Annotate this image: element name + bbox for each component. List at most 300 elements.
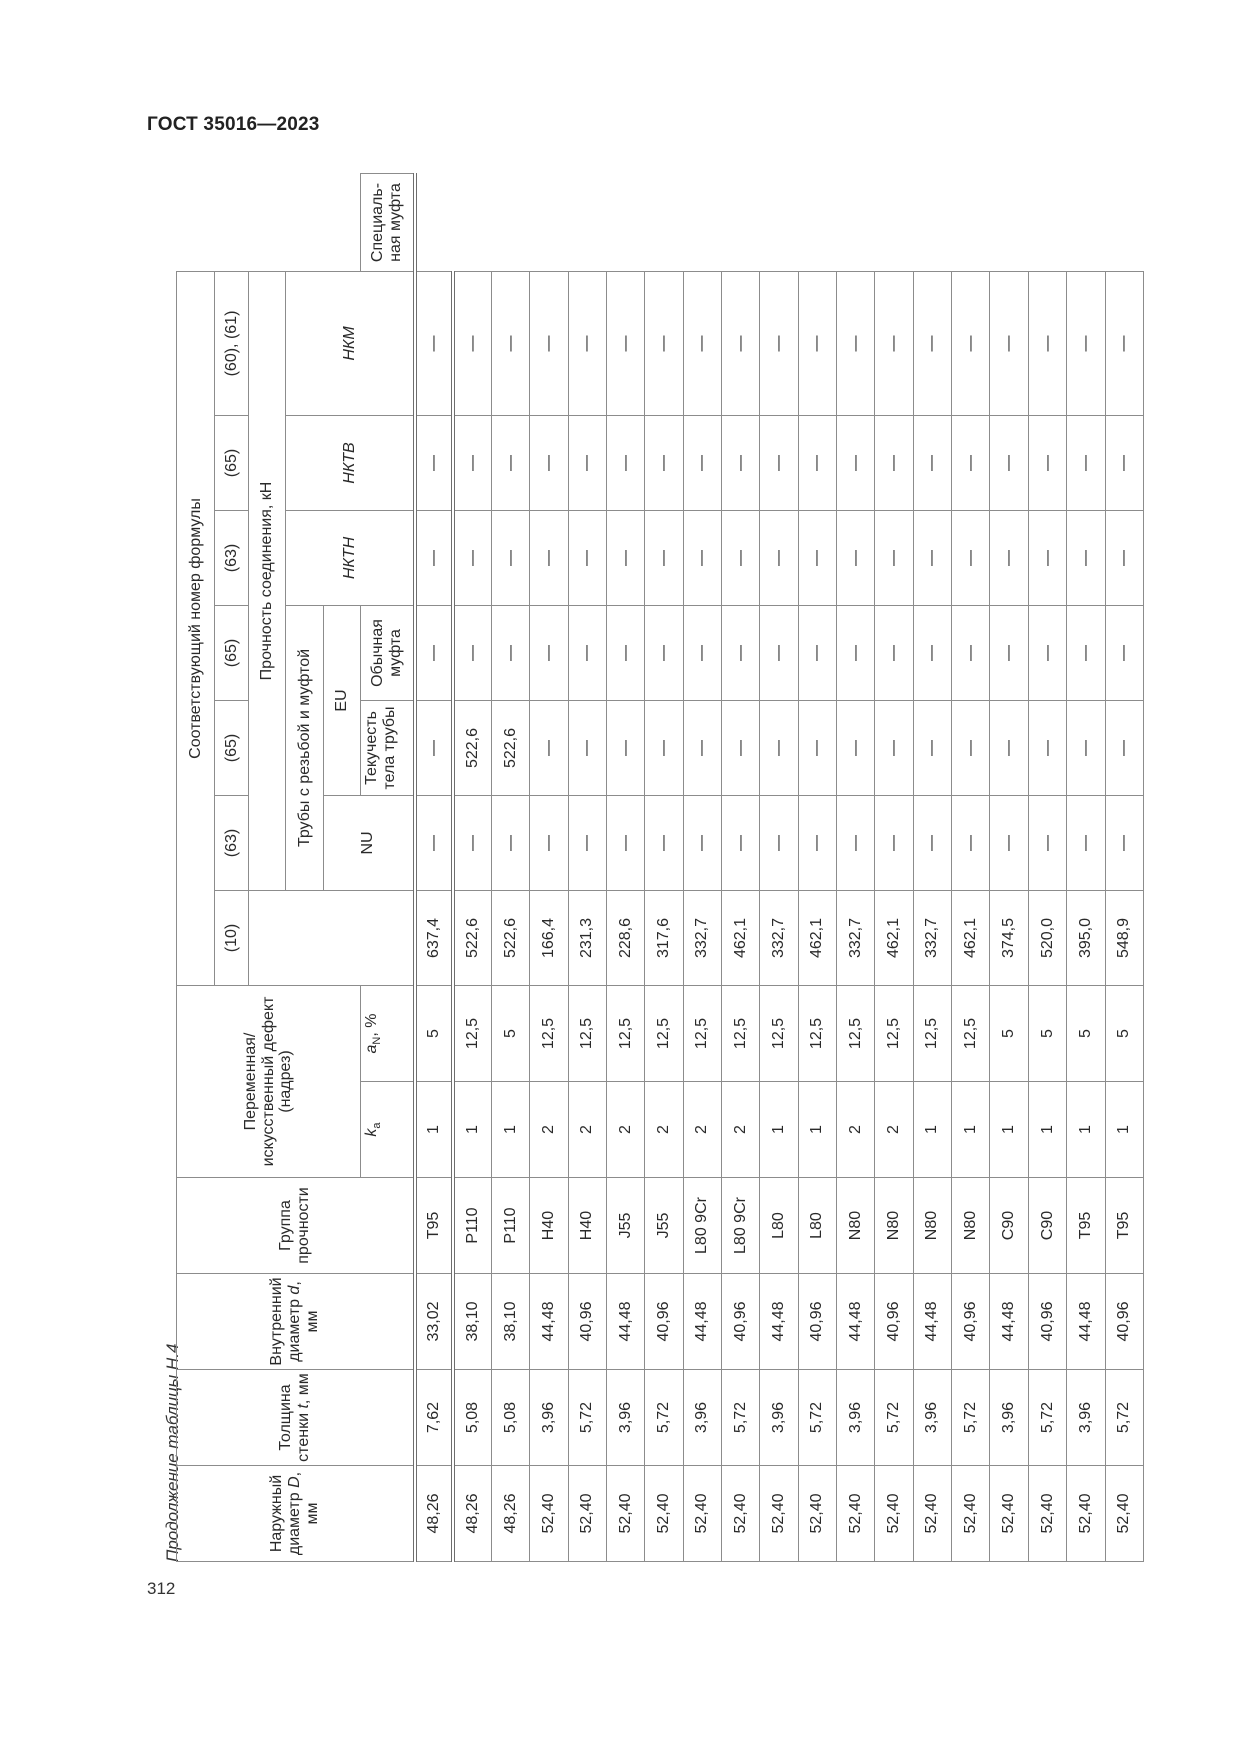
table-row — [837, 174, 875, 1562]
table-cell: N80 — [913, 1178, 951, 1274]
table-cell: 5,72 — [721, 1370, 759, 1466]
table-cell: H40 — [568, 1178, 606, 1274]
table-cell: — — [491, 605, 529, 700]
table-cell: — — [568, 795, 606, 890]
outer-diameter-label: Наружный диаметр D, мм — [267, 1471, 321, 1556]
table-cell: 40,96 — [568, 1274, 606, 1370]
table-cell: 1 — [1067, 1082, 1105, 1178]
hkm-header: НКМ — [286, 271, 415, 415]
table-cell: — — [1067, 271, 1105, 415]
table-cell: 462,1 — [798, 890, 836, 985]
table-cell: 228,6 — [606, 890, 644, 985]
table-cell: — — [837, 795, 875, 890]
strength-header: Прочность соединения, кН — [249, 271, 286, 890]
table-cell: 40,96 — [952, 1274, 990, 1370]
table-row — [875, 174, 913, 1562]
table-cell: — — [645, 795, 683, 890]
table-cell: 12,5 — [606, 985, 644, 1081]
inner-diameter-label: Внутренний диаметр d, мм — [267, 1277, 321, 1366]
table-row — [645, 174, 683, 1562]
table-row — [491, 174, 529, 1562]
table-cell: 40,96 — [721, 1274, 759, 1370]
table-cell: 12,5 — [645, 985, 683, 1081]
table-cell: — — [645, 271, 683, 415]
table-cell: — — [990, 700, 1028, 795]
table-cell: — — [798, 700, 836, 795]
table-cell: 52,40 — [568, 1466, 606, 1562]
table-cell: — — [683, 271, 721, 415]
table-cell: — — [645, 605, 683, 700]
table-cell: T95 — [415, 1178, 453, 1274]
table-cell: — — [1028, 700, 1066, 795]
table-cell: 5,72 — [568, 1370, 606, 1466]
table-cell: — — [837, 510, 875, 605]
table-cell: — — [415, 795, 453, 890]
table-cell: 12,5 — [721, 985, 759, 1081]
table-cell: 52,40 — [1067, 1466, 1105, 1562]
table-cell: — — [491, 510, 529, 605]
table-cell: 1 — [491, 1082, 529, 1178]
special-coupling-header — [360, 174, 414, 272]
table-cell: 52,40 — [606, 1466, 644, 1562]
table-cell: 332,7 — [913, 890, 951, 985]
table-cell: 33,02 — [415, 1274, 453, 1370]
table-cell: 2 — [875, 1082, 913, 1178]
table-cell: 3,96 — [530, 1370, 568, 1466]
table-cell: 1 — [453, 1082, 491, 1178]
table-cell: — — [530, 605, 568, 700]
table-cell: — — [760, 700, 798, 795]
table-cell: 1 — [913, 1082, 951, 1178]
table-cell: 52,40 — [990, 1466, 1028, 1562]
table-cell: — — [530, 795, 568, 890]
table-cell: 52,40 — [875, 1466, 913, 1562]
table-cell: 40,96 — [1028, 1274, 1066, 1370]
table-cell: 5,08 — [453, 1370, 491, 1466]
table-cell: — — [568, 415, 606, 510]
table-cell: — — [1067, 510, 1105, 605]
formula-number: (63) — [215, 510, 249, 605]
table-cell: — — [913, 415, 951, 510]
table-cell: 44,48 — [837, 1274, 875, 1370]
formula-number: (63) — [215, 795, 249, 890]
table-cell: T95 — [1067, 1178, 1105, 1274]
table-cell: — — [645, 415, 683, 510]
table-cell: 44,48 — [683, 1274, 721, 1370]
table-cell: 3,96 — [837, 1370, 875, 1466]
table-cell: 1 — [415, 1082, 453, 1178]
table-cell: N80 — [952, 1178, 990, 1274]
table-cell: — — [990, 415, 1028, 510]
table-row — [721, 174, 759, 1562]
table-cell: 12,5 — [453, 985, 491, 1081]
table-cell: 5 — [1105, 985, 1143, 1081]
table-cell: 2 — [837, 1082, 875, 1178]
table-cell: — — [952, 415, 990, 510]
table-cell: 52,40 — [913, 1466, 951, 1562]
table-cell: — — [1105, 605, 1143, 700]
table-cell: — — [530, 700, 568, 795]
table-cell: — — [837, 605, 875, 700]
table-cell: 166,4 — [530, 890, 568, 985]
table-cell: 5 — [990, 985, 1028, 1081]
table-cell: — — [798, 415, 836, 510]
hktn-header: НКТН — [286, 510, 415, 605]
table-cell: 1 — [760, 1082, 798, 1178]
document-header: ГОСТ 35016—2023 — [147, 114, 320, 135]
table-cell: — — [952, 510, 990, 605]
table-cell: — — [875, 415, 913, 510]
table-cell: 317,6 — [645, 890, 683, 985]
table-cell: — — [415, 700, 453, 795]
table-cell: — — [913, 700, 951, 795]
table-cell: 52,40 — [798, 1466, 836, 1562]
table-cell: 2 — [721, 1082, 759, 1178]
table-cell: — — [453, 510, 491, 605]
table-cell: L80 — [798, 1178, 836, 1274]
table-cell: 5 — [415, 985, 453, 1081]
table-cell: 5 — [491, 985, 529, 1081]
table-cell: 5,72 — [798, 1370, 836, 1466]
table-cell: 3,96 — [913, 1370, 951, 1466]
table-cell: — — [798, 510, 836, 605]
table-cell: — — [1028, 605, 1066, 700]
table-cell: 40,96 — [875, 1274, 913, 1370]
table-row — [1105, 174, 1143, 1562]
wall-thickness-label: Толщина стенки t, мм — [276, 1373, 312, 1462]
table-cell: 12,5 — [683, 985, 721, 1081]
table-cell: 332,7 — [760, 890, 798, 985]
table-cell: 44,48 — [530, 1274, 568, 1370]
table-cell: P110 — [453, 1178, 491, 1274]
table-cell: 1 — [952, 1082, 990, 1178]
table-cell: — — [721, 271, 759, 415]
regular-coupling-header: Обычная муфта — [360, 605, 414, 700]
table-row — [798, 174, 836, 1562]
table-cell: 2 — [530, 1082, 568, 1178]
table-cell: — — [491, 795, 529, 890]
table-cell: — — [913, 605, 951, 700]
table-cell: — — [1105, 795, 1143, 890]
table-row — [453, 174, 491, 1562]
table-cell: 38,10 — [491, 1274, 529, 1370]
table-cell: — — [760, 415, 798, 510]
table-cell: 3,96 — [683, 1370, 721, 1466]
table-cell: — — [1067, 415, 1105, 510]
table-cell: 5,08 — [491, 1370, 529, 1466]
table-cell: — — [606, 510, 644, 605]
hktv-header: НКТВ — [286, 415, 415, 510]
table-cell: — — [606, 271, 644, 415]
col-header-defect: Переменная/ искусственный дефект (надрез) — [177, 985, 361, 1177]
table-cell: 52,40 — [837, 1466, 875, 1562]
table-cell: 395,0 — [1067, 890, 1105, 985]
col-header-wall-thickness — [177, 1370, 415, 1466]
table-cell: — — [683, 510, 721, 605]
table-cell: — — [491, 271, 529, 415]
table-cell: 1 — [1105, 1082, 1143, 1178]
table-row — [913, 174, 951, 1562]
table-cell: — — [415, 271, 453, 415]
table-cell: — — [990, 510, 1028, 605]
table-cell: L80 — [760, 1178, 798, 1274]
table-cell: 1 — [798, 1082, 836, 1178]
table-cell: 522,6 — [453, 700, 491, 795]
table-cell: 2 — [568, 1082, 606, 1178]
table-cell: — — [415, 415, 453, 510]
table-cell: — — [415, 510, 453, 605]
table-cell: — — [875, 605, 913, 700]
table-row — [1028, 174, 1066, 1562]
table-cell: — — [837, 271, 875, 415]
table-cell: 2 — [683, 1082, 721, 1178]
table-cell: — — [1105, 700, 1143, 795]
table-cell: — — [568, 510, 606, 605]
table-cell: — — [798, 271, 836, 415]
table-row — [530, 174, 568, 1562]
formula-number-header: Соответствующий номер формулы — [177, 271, 215, 985]
table-row — [760, 174, 798, 1562]
table-cell: — — [760, 605, 798, 700]
table-cell: — — [798, 795, 836, 890]
table-cell: — — [990, 271, 1028, 415]
table-row — [1067, 174, 1105, 1562]
data-table — [176, 173, 1144, 1562]
table-cell: 5,72 — [952, 1370, 990, 1466]
table-cell: 462,1 — [952, 890, 990, 985]
table-cell: — — [453, 795, 491, 890]
table-cell: 5 — [1028, 985, 1066, 1081]
table-cell: 52,40 — [683, 1466, 721, 1562]
table-cell: — — [760, 271, 798, 415]
table-cell: — — [760, 510, 798, 605]
table-cell: 231,3 — [568, 890, 606, 985]
table-cell: — — [453, 415, 491, 510]
table-cell: — — [453, 271, 491, 415]
table-cell: — — [913, 510, 951, 605]
table-cell: 52,40 — [952, 1466, 990, 1562]
header-row-1 — [177, 174, 215, 1562]
table-cell: 44,48 — [990, 1274, 1028, 1370]
table-cell: — — [1105, 415, 1143, 510]
table-cell: — — [453, 605, 491, 700]
table-cell: 12,5 — [913, 985, 951, 1081]
table-cell: 520,0 — [1028, 890, 1066, 985]
body-yield-header: Текучесть тела трубы — [360, 700, 414, 795]
table-cell: H40 — [530, 1178, 568, 1274]
table-cell: 52,40 — [1105, 1466, 1143, 1562]
col-header-strength-group: Группа прочности — [177, 1178, 415, 1274]
table-cell: 48,26 — [415, 1466, 453, 1562]
table-cell: — — [952, 700, 990, 795]
table-cell: — — [721, 510, 759, 605]
table-row — [568, 174, 606, 1562]
table-cell: 3,96 — [606, 1370, 644, 1466]
table-cell: 2 — [606, 1082, 644, 1178]
table-cell: L80 9Cr — [721, 1178, 759, 1274]
table-cell: — — [1105, 271, 1143, 415]
table-cell: 3,96 — [990, 1370, 1028, 1466]
table-cell: C90 — [1028, 1178, 1066, 1274]
table-cell: 522,6 — [491, 890, 529, 985]
table-cell: — — [721, 700, 759, 795]
table-cell: N80 — [837, 1178, 875, 1274]
special-coupling-label: Специаль- ная муфта — [368, 182, 404, 263]
table-cell: — — [875, 271, 913, 415]
table-caption: Продолжение таблицы Н.4 — [163, 1343, 182, 1562]
table-cell: 12,5 — [568, 985, 606, 1081]
table-cell: — — [1028, 510, 1066, 605]
table-cell: T95 — [1105, 1178, 1143, 1274]
table-cell: 522,6 — [453, 890, 491, 985]
formula-number: (65) — [215, 605, 249, 700]
table-cell: — — [568, 271, 606, 415]
col-header-ka: $k_a$ — [360, 1082, 414, 1178]
table-cell: — — [1105, 510, 1143, 605]
table-cell: — — [606, 795, 644, 890]
table-cell: P110 — [491, 1178, 529, 1274]
table-cell: — — [1067, 605, 1105, 700]
table-cell: — — [568, 700, 606, 795]
table-cell: — — [952, 795, 990, 890]
table-cell: C90 — [990, 1178, 1028, 1274]
table-cell: 5,72 — [645, 1370, 683, 1466]
empty-cell — [249, 890, 415, 985]
table-cell: 5 — [1067, 985, 1105, 1081]
table-cell: 40,96 — [645, 1274, 683, 1370]
table-cell: 462,1 — [875, 890, 913, 985]
table-cell: 44,48 — [1067, 1274, 1105, 1370]
table-cell: — — [568, 605, 606, 700]
formula-number: (65) — [215, 700, 249, 795]
table-cell: — — [491, 415, 529, 510]
table-row — [683, 174, 721, 1562]
table-cell: 1 — [990, 1082, 1028, 1178]
col-header-outer-diameter — [177, 1466, 415, 1562]
table-cell: 38,10 — [453, 1274, 491, 1370]
table-cell: 48,26 — [453, 1466, 491, 1562]
table-cell: — — [683, 700, 721, 795]
table-cell: 1 — [1028, 1082, 1066, 1178]
table-cell: — — [683, 605, 721, 700]
table-row — [990, 174, 1028, 1562]
table-cell: — — [721, 605, 759, 700]
table-cell: — — [837, 415, 875, 510]
table-cell: — — [606, 605, 644, 700]
table-row — [952, 174, 990, 1562]
table-cell: 12,5 — [530, 985, 568, 1081]
table-cell: 52,40 — [645, 1466, 683, 1562]
table-cell: 12,5 — [760, 985, 798, 1081]
table-cell: — — [913, 271, 951, 415]
table-cell: N80 — [875, 1178, 913, 1274]
table-cell: 52,40 — [760, 1466, 798, 1562]
table-cell: — — [798, 605, 836, 700]
table-cell: 12,5 — [875, 985, 913, 1081]
table-cell: — — [1028, 795, 1066, 890]
table-cell: 40,96 — [798, 1274, 836, 1370]
table-cell: 44,48 — [913, 1274, 951, 1370]
table-cell: 52,40 — [530, 1466, 568, 1562]
table-cell: — — [952, 271, 990, 415]
table-cell: — — [606, 700, 644, 795]
table-cell: 5,72 — [875, 1370, 913, 1466]
table-cell: — — [645, 510, 683, 605]
table-cell: — — [990, 795, 1028, 890]
table-cell: — — [760, 795, 798, 890]
table-cell: — — [530, 415, 568, 510]
table-cell: 44,48 — [606, 1274, 644, 1370]
table-cell: — — [913, 795, 951, 890]
table-cell: 52,40 — [1028, 1466, 1066, 1562]
rotated-table-wrapper — [176, 173, 1144, 1562]
table-row — [415, 174, 453, 1562]
table-cell: — — [530, 510, 568, 605]
table-cell: — — [721, 415, 759, 510]
table-cell: 332,7 — [837, 890, 875, 985]
table-cell: 44,48 — [760, 1274, 798, 1370]
table-cell: L80 9Cr — [683, 1178, 721, 1274]
table-cell: — — [530, 271, 568, 415]
nu-header: NU — [323, 795, 414, 890]
table-cell: — — [875, 510, 913, 605]
table-cell: 3,96 — [760, 1370, 798, 1466]
table-cell: — — [683, 795, 721, 890]
table-cell: J55 — [645, 1178, 683, 1274]
threaded-coupled-header: Трубы с резьбой и муфтой — [286, 605, 323, 890]
formula-number: (65) — [215, 415, 249, 510]
table-cell: — — [645, 700, 683, 795]
table-cell: — — [415, 605, 453, 700]
table-cell: 3,96 — [1067, 1370, 1105, 1466]
table-row — [606, 174, 644, 1562]
table-cell: 48,26 — [491, 1466, 529, 1562]
table-cell: — — [1028, 271, 1066, 415]
table-cell: 7,62 — [415, 1370, 453, 1466]
col-header-inner-diameter — [177, 1274, 415, 1370]
table-cell: 522,6 — [491, 700, 529, 795]
table-cell: 52,40 — [721, 1466, 759, 1562]
table-cell: 12,5 — [837, 985, 875, 1081]
table-cell: — — [606, 415, 644, 510]
table-cell: — — [837, 700, 875, 795]
table-cell: 40,96 — [1105, 1274, 1143, 1370]
table-cell: — — [875, 700, 913, 795]
table-cell: J55 — [606, 1178, 644, 1274]
table-cell: 12,5 — [952, 985, 990, 1081]
table-cell: 2 — [645, 1082, 683, 1178]
table-cell: — — [875, 795, 913, 890]
table-cell: 548,9 — [1105, 890, 1143, 985]
col-header-an: $a_N$, % — [360, 985, 414, 1081]
table-cell: 5,72 — [1105, 1370, 1143, 1466]
formula-number: (60), (61) — [215, 271, 249, 415]
table-cell: 374,5 — [990, 890, 1028, 985]
table-cell: 12,5 — [798, 985, 836, 1081]
formula-number: (10) — [215, 890, 249, 985]
table-cell: 5,72 — [1028, 1370, 1066, 1466]
table-cell: — — [1067, 795, 1105, 890]
table-cell: — — [990, 605, 1028, 700]
eu-header: EU — [323, 605, 360, 795]
table-cell: 637,4 — [415, 890, 453, 985]
page-number: 312 — [147, 1579, 176, 1598]
table-cell: 332,7 — [683, 890, 721, 985]
table-cell: 462,1 — [721, 890, 759, 985]
table-cell: — — [721, 795, 759, 890]
table-cell: — — [683, 415, 721, 510]
table-cell: — — [1067, 700, 1105, 795]
